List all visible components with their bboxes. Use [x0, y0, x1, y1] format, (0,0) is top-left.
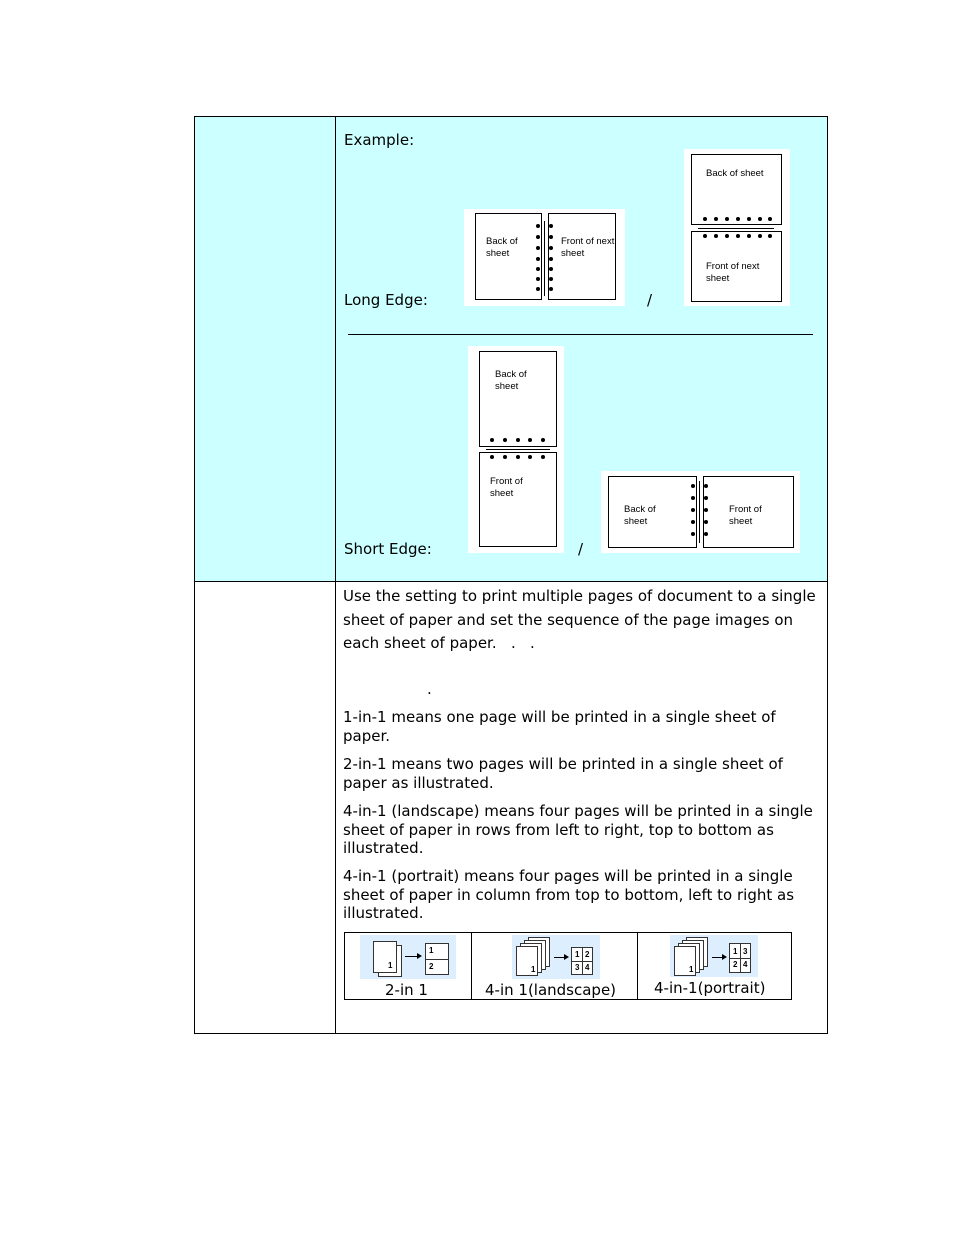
nup-4in1-portrait: 4-in-1 (portrait) means four pages will be printed in a single sheet of paper in column from top to bottom, left to right as illustrated. — [343, 867, 795, 922]
back-sheet-label: Back of sheet — [486, 236, 518, 259]
4in1-landscape-icon: 1 1 2 3 4 — [512, 935, 600, 979]
short-edge-label: Short Edge: — [344, 540, 432, 558]
caption-4in1-portrait: 4-in-1(portrait) — [654, 979, 766, 997]
short-edge-portrait-illustration — [468, 346, 564, 553]
front-sheet — [703, 476, 794, 548]
nup-1in1: 1-in-1 means one page will be printed in a single sheet of paper. — [343, 708, 776, 745]
front-sheet-label: Front of sheet — [729, 504, 762, 527]
back-sheet-label: Back of sheet — [624, 504, 656, 527]
legend-cell-4in1-landscape — [472, 933, 638, 999]
front-sheet-label: Front of next sheet — [706, 261, 760, 284]
front-sheet-label: Front of sheet — [490, 476, 523, 499]
back-sheet — [691, 154, 782, 225]
front-sheet — [479, 452, 557, 547]
back-sheet — [608, 476, 697, 548]
legend-cell-4in1-portrait — [638, 933, 792, 999]
4in1-portrait-icon: 1 1 3 2 4 — [670, 935, 758, 977]
column-divider — [335, 117, 336, 1033]
front-sheet-label: Front of next sheet — [561, 236, 615, 259]
nup-intro: Use the setting to print multiple pages of document to a single sheet of paper and set the sequence of the page images on each sheet of paper. . . — [343, 587, 816, 652]
back-sheet — [475, 213, 542, 300]
back-sheet — [479, 351, 557, 447]
2in1-icon: 1 1 2 — [360, 935, 456, 979]
nup-2in1: 2-in-1 means two pages will be printed in a single sheet of paper as illustrated. — [343, 755, 783, 792]
nup-4in1-landscape: 4-in-1 (landscape) means four pages will be printed in a single sheet of paper in rows from left to right, top to bottom as illustrated. — [343, 802, 813, 857]
front-sheet — [691, 231, 782, 302]
caption-4in1-landscape: 4-in 1(landscape) — [485, 981, 617, 999]
short-edge-separator: / — [578, 540, 584, 558]
legend-cell-2in1 — [345, 933, 472, 999]
long-edge-landscape-illustration — [684, 149, 790, 306]
back-sheet-label: Back of sheet — [706, 168, 764, 179]
back-sheet-label: Back of sheet — [495, 369, 527, 392]
front-sheet — [548, 213, 616, 300]
dots-1: . . — [510, 634, 535, 652]
example-label: Example: — [344, 131, 415, 149]
short-edge-landscape-illustration — [601, 471, 800, 553]
nup-legend-table — [344, 932, 792, 1000]
long-edge-separator: / — [647, 291, 653, 309]
long-edge-label: Long Edge: — [344, 291, 428, 309]
caption-2in1: 2-in 1 — [385, 981, 428, 999]
dots-2: . — [427, 680, 432, 698]
long-edge-portrait-illustration — [464, 209, 625, 306]
divider-line — [348, 334, 813, 335]
